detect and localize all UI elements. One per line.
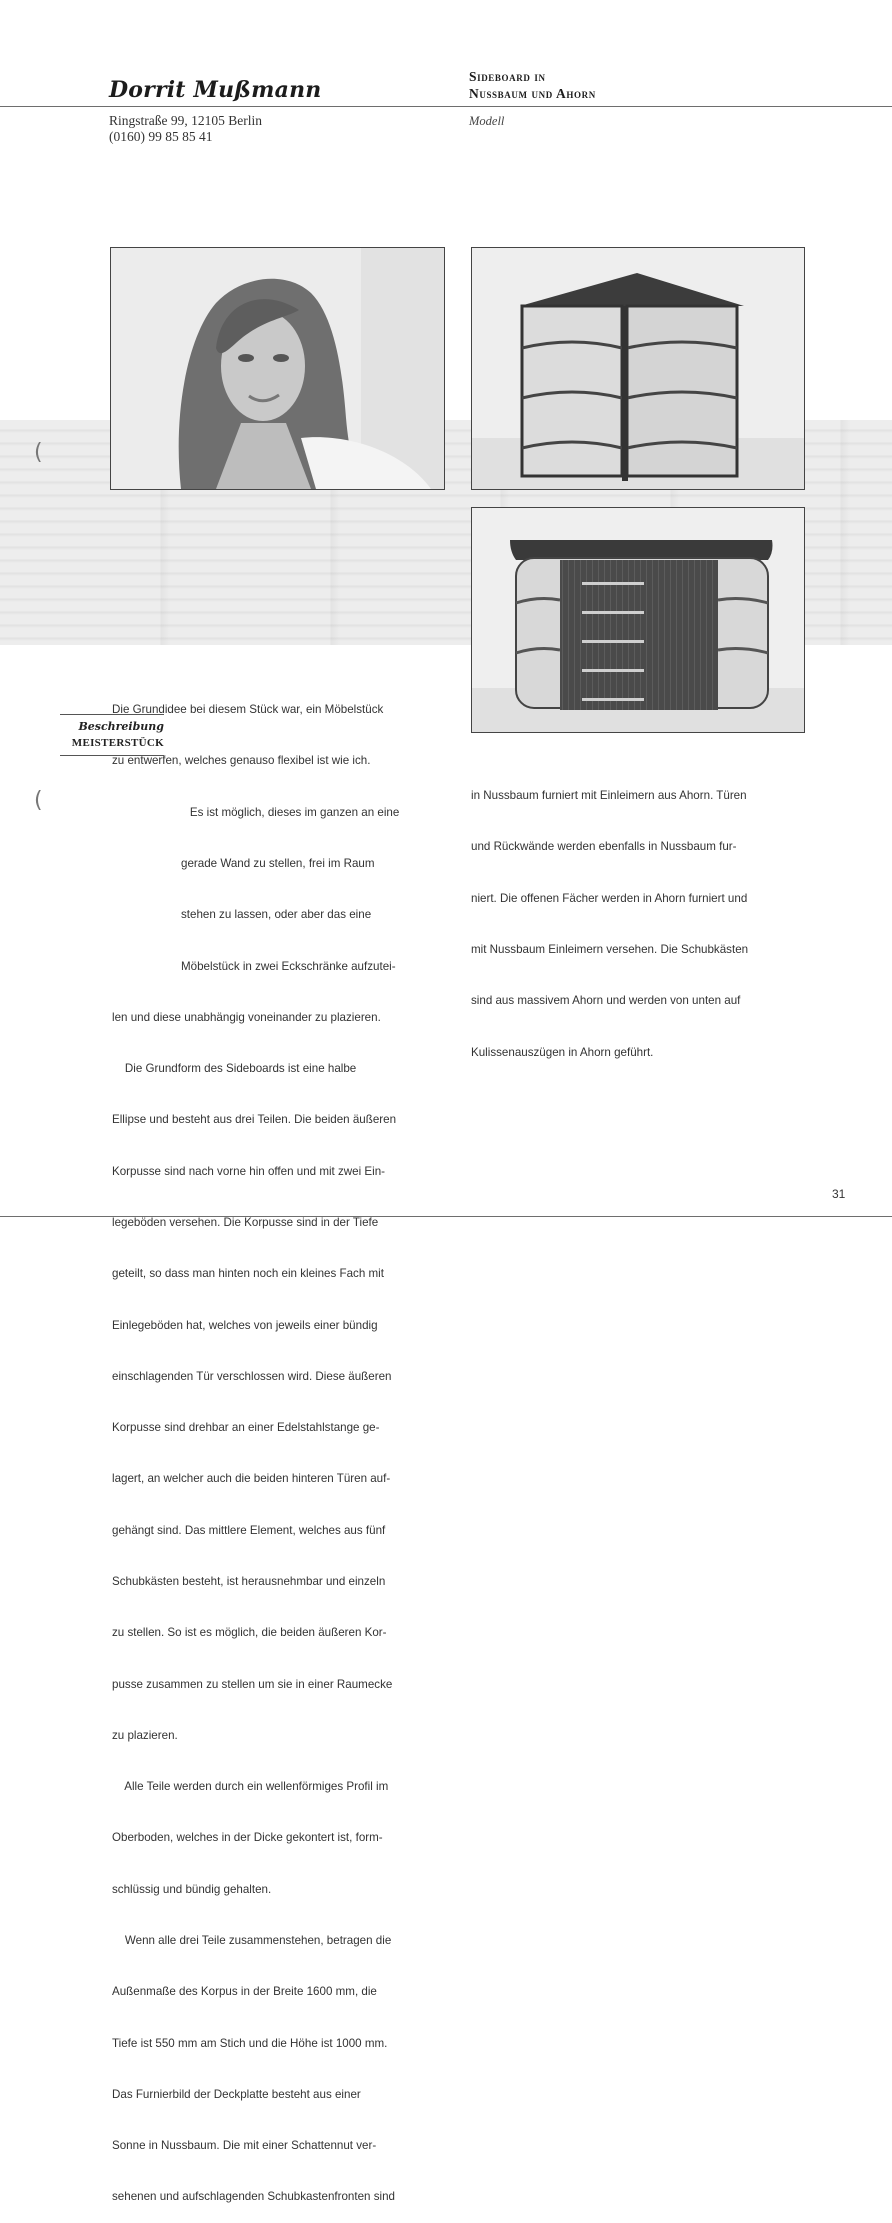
text-line: Die Grundidee bei diesem Stück war, ein Möbelstück <box>112 703 384 717</box>
text-line: niert. Die offenen Fächer werden in Ahorn furniert und <box>471 891 748 905</box>
sideboard-illustration <box>472 508 804 732</box>
text-line: Außenmaße des Korpus in der Breite 1600 mm, die <box>112 1985 377 1999</box>
text-line: mit Nussbaum Einleimern versehen. Die Schubkästen <box>471 943 749 957</box>
text-line: Tiefe ist 550 mm am Stich und die Höhe ist 1000 mm. <box>112 2036 388 2050</box>
text-line: Sonne in Nussbaum. Die mit einer Schattennut ver- <box>112 2139 377 2153</box>
piece-subtitle: Modell <box>469 114 505 128</box>
sideboard-photo <box>471 507 805 733</box>
text-line: Die Grundform des Sideboards ist eine halbe <box>112 1062 357 1076</box>
text-line: Alle Teile werden durch ein wellenförmiges Profil im <box>112 1780 389 1794</box>
designer-address <box>109 113 262 145</box>
text-line: in Nussbaum furniert mit Einleimern aus Ahorn. Türen <box>471 789 747 803</box>
address-phone: (0160) 99 85 85 41 <box>109 129 213 144</box>
text-line: pusse zusammen zu stellen um sie in einer Raumecke <box>112 1677 393 1691</box>
text-line: schlüssig und bündig gehalten. <box>112 1882 272 1896</box>
text-line: sehenen und aufschlagenden Schubkastenfronten sind <box>112 2190 395 2204</box>
text-line: len und diese unabhängig voneinander zu plazieren. <box>112 1010 381 1024</box>
text-line: stehen zu lassen, oder aber das eine <box>181 908 372 922</box>
text-line: und Rückwände werden ebenfalls in Nussbaum fur- <box>471 840 737 854</box>
text-line: lagert, an welcher auch die beiden hinteren Türen auf- <box>112 1472 391 1486</box>
piece-title-line2: Nussbaum und Ahorn <box>469 86 596 101</box>
corner-cabinets-illustration <box>472 248 804 489</box>
text-line: einschlagenden Tür verschlossen wird. Diese äußeren <box>112 1369 392 1383</box>
text-line: legeböden versehen. Die Korpusse sind in der Tiefe <box>112 1216 379 1229</box>
text-line: sind aus massivem Ahorn und werden von unten auf <box>471 994 741 1008</box>
text-line: gehängt sind. Das mittlere Element, welches aus fünf <box>112 1523 386 1537</box>
corner-cabinets-photo <box>471 247 805 490</box>
text-line: zu entwerfen, welches genauso flexibel ist wie ich. <box>112 754 371 768</box>
designer-portrait-photo <box>110 247 445 490</box>
text-line: Möbelstück in zwei Eckschränke aufzutei- <box>181 959 396 973</box>
text-line: Kulissenauszügen in Ahorn geführt. <box>471 1045 654 1059</box>
page-number: 31 <box>832 1187 846 1201</box>
body-text-left <box>112 667 399 2223</box>
header-rule <box>0 106 892 107</box>
text-line: Korpusse sind nach vorne hin offen und mit zwei Ein- <box>112 1164 386 1178</box>
portrait-illustration <box>111 248 444 489</box>
text-line: Oberboden, welches in der Dicke gekontert ist, form- <box>112 1831 383 1845</box>
text-line: Ellipse und besteht aus drei Teilen. Die beiden äußeren <box>112 1113 397 1127</box>
text-line: gerade Wand zu stellen, frei im Raum <box>181 857 375 871</box>
text-line: Schubkästen besteht, ist herausnehmbar und einzeln <box>112 1574 386 1588</box>
piece-title <box>469 68 596 102</box>
address-street: Ringstraße 99, 12105 Berlin <box>109 113 262 128</box>
text-line: Einlegeböden hat, welches von jeweils einer bündig <box>112 1318 378 1332</box>
text-line: geteilt, so dass man hinten noch ein kleines Fach mit <box>112 1267 384 1281</box>
text-line: Es ist möglich, dieses im ganzen an eine <box>177 805 400 819</box>
punch-hole-mark: ( <box>34 788 43 813</box>
text-line: zu plazieren. <box>112 1728 178 1742</box>
masterpiece-label: MEISTERSTÜCK <box>71 737 164 749</box>
text-line: Wenn alle drei Teile zusammenstehen, betragen die <box>112 1933 392 1947</box>
body-text-right <box>471 753 748 1078</box>
text-line: Korpusse sind drehbar an einer Edelstahlstange ge- <box>112 1421 380 1435</box>
description-label: Beschreibung <box>78 720 164 733</box>
punch-hole-mark: ( <box>34 440 43 465</box>
piece-title-line1: Sideboard in <box>469 69 546 84</box>
text-line: Das Furnierbild der Deckplatte besteht aus einer <box>112 2087 361 2101</box>
designer-name: Dorrit Mußmann <box>109 77 322 103</box>
text-line: zu stellen. So ist es möglich, die beiden äußeren Kor- <box>112 1626 387 1640</box>
